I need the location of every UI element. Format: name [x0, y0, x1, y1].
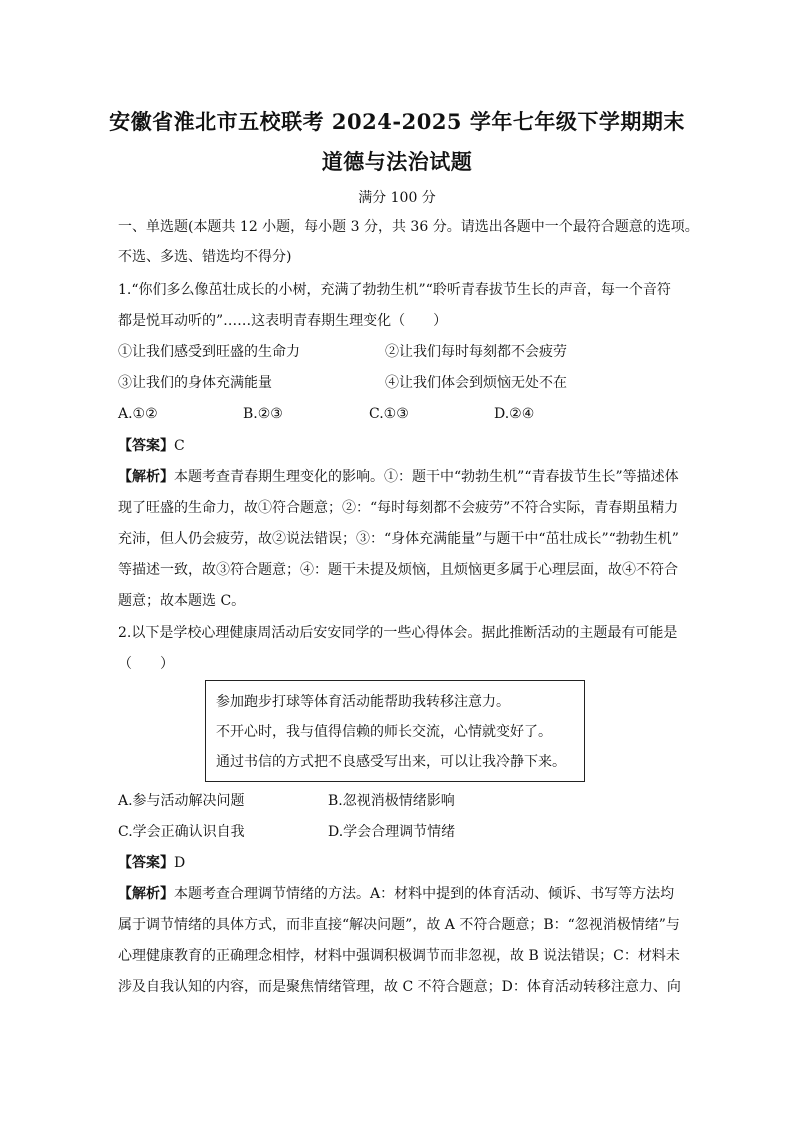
q2-material-box — [205, 680, 585, 782]
q2-answer-label: 【答案】 — [118, 855, 174, 871]
q1-analysis-line4: 等描述一致，故③符合题意；④：题干未提及烦恼，且烦恼更多属于心理层面，故④不符合 — [118, 562, 678, 578]
q2-analysis-text1: 本题考查合理调节情绪的方法。A：材料中提到的体育活动、倾诉、书写等方法均 — [174, 886, 675, 902]
q2-stem-line1: 2.以下是学校心理健康周活动后安安同学的一些心得体会。据此推断活动的主题最有可能是 — [118, 625, 678, 641]
q2-answer — [118, 854, 185, 872]
q1-choice-c: C.①③ — [369, 406, 409, 422]
q2-choice-b: B.忽视消极情绪影响 — [328, 793, 455, 809]
q2-analysis-line2: 属于调节情绪的具体方式，而非直接“解决问题”，故 A 不符合题意；B：“忽视消极情绪”与 — [118, 917, 680, 933]
q1-answer-value: C — [174, 438, 185, 454]
q2-analysis-line1 — [118, 885, 674, 903]
q1-analysis-text1: 本题考查青春期生理变化的影响。①：题干中“勃勃生机”“青春拔节生长”等描述体 — [174, 469, 679, 485]
q2-stem-line2: （ ） — [118, 656, 174, 672]
section-heading-line2: 不选、多选、错选均不得分) — [118, 249, 292, 265]
q1-answer — [118, 437, 185, 455]
q1-item-4: ④让我们体会到烦恼无处不在 — [385, 375, 567, 391]
q1-item-1: ①让我们感受到旺盛的生命力 — [118, 344, 300, 360]
q2-choice-d: D.学会合理调节情绪 — [328, 824, 456, 840]
total-score: 满分 100 分 — [358, 190, 436, 206]
q2-choice-a: A.参与活动解决问题 — [118, 793, 245, 809]
document-title-line2: 道德与法治试题 — [321, 149, 473, 174]
q1-analysis-line1 — [118, 468, 679, 486]
q2-material-line3: 通过书信的方式把不良感受写出来，可以让我冷静下来。 — [216, 754, 566, 770]
q2-analysis-line3: 心理健康教育的正确理念相悖，材料中强调积极调节而非忽视，故 B 说法错误；C：材料未 — [118, 948, 680, 964]
q1-item-2: ②让我们每时每刻都不会疲劳 — [385, 344, 567, 360]
q2-choice-c: C.学会正确认识自我 — [118, 824, 245, 840]
q1-stem-line1: 1.“你们多么像茁壮成长的小树，充满了勃勃生机”“聆听青春拔节生长的声音，每一个音符 — [118, 282, 671, 298]
q1-choice-b: B.②③ — [243, 406, 283, 422]
q1-stem-line2: 都是悦耳动听的”……这表明青春期生理变化（ ） — [118, 313, 448, 329]
q1-analysis-label: 【解析】 — [118, 469, 174, 485]
q1-choice-d: D.②④ — [494, 406, 535, 422]
q2-analysis-line4: 涉及自我认知的内容，而是聚焦情绪管理，故 C 不符合题意；D：体育活动转移注意力、向 — [118, 979, 681, 995]
q1-analysis-line3: 充沛，但人仍会疲劳，故②说法错误；③：“身体充满能量”与题干中“茁壮成长”“勃勃生机” — [118, 531, 679, 547]
q1-choice-a: A.①② — [118, 406, 158, 422]
q1-analysis-line2: 现了旺盛的生命力，故①符合题意；②：“每时每刻都不会疲劳”不符合实际，青春期虽精力 — [118, 500, 679, 516]
q1-item-3: ③让我们的身体充满能量 — [118, 375, 272, 391]
q1-answer-label: 【答案】 — [118, 438, 174, 454]
q2-material-line1: 参加跑步打球等体育活动能帮助我转移注意力。 — [216, 694, 510, 710]
q2-answer-value: D — [174, 855, 186, 871]
q1-analysis-line5: 题意；故本题选 C。 — [118, 593, 246, 609]
document-title-line1: 安徽省淮北市五校联考 2024-2025 学年七年级下学期期末 — [109, 109, 685, 134]
q2-material-line2: 不开心时，我与值得信赖的师长交流，心情就变好了。 — [216, 724, 552, 740]
section-heading-line1: 一、单选题(本题共 12 小题，每小题 3 分，共 36 分。请选出各题中一个最符合题意的选项。 — [118, 219, 699, 235]
q2-analysis-label: 【解析】 — [118, 886, 174, 902]
